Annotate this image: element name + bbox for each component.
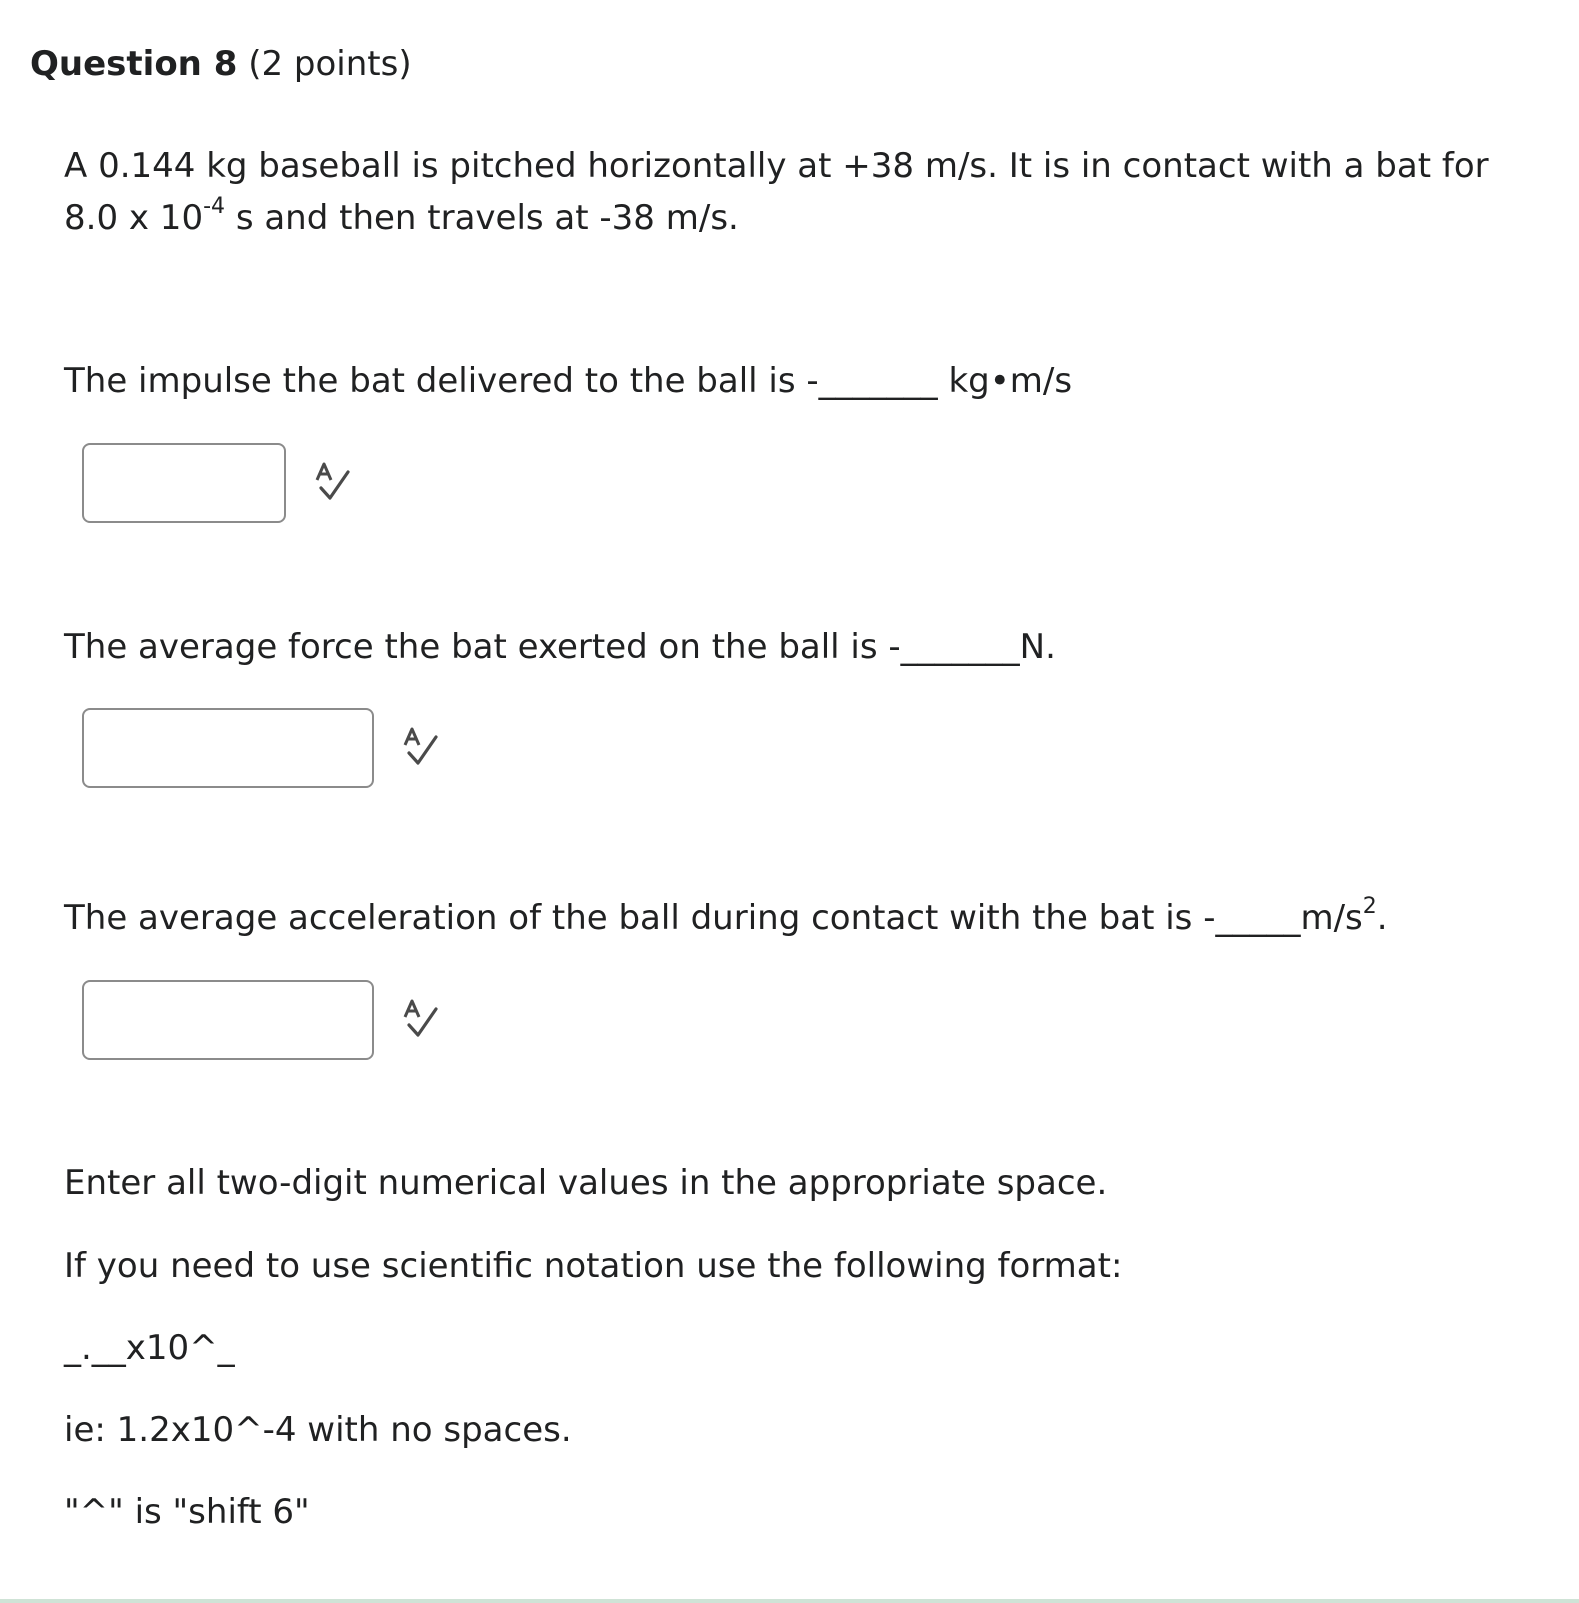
instruction-sci-notation: If you need to use scientific notation use the following format: <box>64 1246 1123 1286</box>
acceleration-answer-input[interactable] <box>82 980 374 1060</box>
spellcheck-icon[interactable] <box>401 727 441 771</box>
instruction-two-digit: Enter all two-digit numerical values in the appropriate space. <box>64 1163 1108 1203</box>
instruction-caret: "^" is "shift 6" <box>64 1492 310 1532</box>
acceleration-prompt-text: The average acceleration of the ball during contact with the bat is -_____m/s <box>64 898 1363 938</box>
impulse-answer-input[interactable] <box>82 443 286 523</box>
spellcheck-icon[interactable] <box>313 462 353 506</box>
question-stem-line1: A 0.144 kg baseball is pitched horizontally at +38 m/s. It is in contact with a bat for <box>64 146 1489 186</box>
acceleration-prompt <box>64 892 1388 944</box>
instruction-format: _.__x10^_ <box>64 1328 235 1368</box>
stem-exponent: -4 <box>203 193 226 219</box>
acceleration-exponent: 2 <box>1362 893 1377 919</box>
stem-coefficient: 8.0 x 10 <box>64 198 204 238</box>
question-stem-line2 <box>64 192 739 244</box>
force-prompt: The average force the bat exerted on the ball is -_______N. <box>64 627 1056 667</box>
spellcheck-icon[interactable] <box>401 999 441 1043</box>
impulse-prompt: The impulse the bat delivered to the ball is -_______ kg•m/s <box>64 361 1073 401</box>
acceleration-prompt-end: . <box>1376 898 1388 938</box>
question-title: Question 8 <box>30 44 238 84</box>
stem-rest: s and then travels at -38 m/s. <box>225 198 739 238</box>
instruction-example: ie: 1.2x10^-4 with no spaces. <box>64 1410 572 1450</box>
question-header <box>30 40 412 88</box>
question-points: (2 points) <box>248 44 412 84</box>
force-answer-input[interactable] <box>82 708 374 788</box>
bottom-divider <box>0 1599 1579 1603</box>
